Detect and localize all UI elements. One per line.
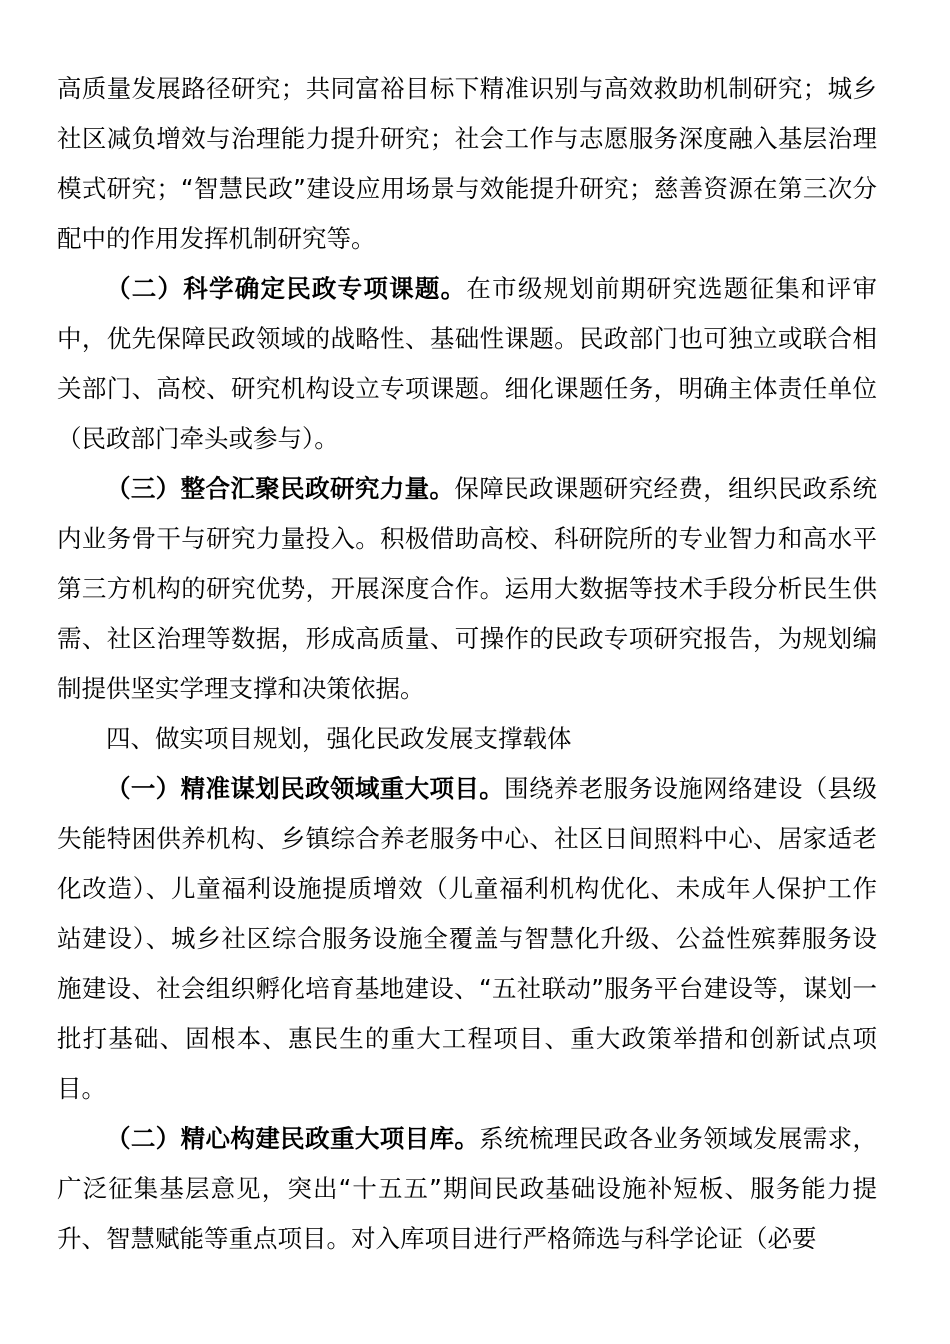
- section-heading-text: 四、做实项目规划，强化民政发展支撑载体: [106, 724, 572, 753]
- paragraph-text: 在市级规划前期研究选题征集和评审中，优先保障民政领域的战略性、基础性课题。民政部门也可独立或联合相关部门、高校、研究机构设立专项课题。细化课题任务，明确主体责任单位（民政部门牵头或参与）。: [57, 274, 878, 453]
- document-page: [57, 64, 877, 1264]
- paragraph-text: 系统梳理民政各业务领域发展需求，广泛征集基层意见，突出“十五五”期间民政基础设施补短板、服务能力提升、智慧赋能等重点项目。对入库项目进行严格筛选与科学论证（必要: [57, 1124, 877, 1253]
- paragraph-continuation: [57, 64, 877, 264]
- paragraph-lead: （二）精心构建民政重大项目库。: [106, 1124, 480, 1153]
- paragraph-research-topics: [57, 264, 877, 464]
- paragraph-research-forces: [57, 464, 877, 714]
- paragraph-project-library: [57, 1114, 877, 1264]
- paragraph-major-projects: [57, 764, 877, 1114]
- paragraph-lead: （一）精准谋划民政领域重大项目。: [106, 774, 505, 803]
- paragraph-text: 围绕养老服务设施网络建设（县级失能特困供养机构、乡镇综合养老服务中心、社区日间照料中心、居家适老化改造）、儿童福利设施提质增效（儿童福利机构优化、未成年人保护工作站建设）、城乡社区综合服务设施全覆盖与智慧化升级、公益性殡葬服务设施建设、社会组织孵化培育基地建设、“五社联动”服务平台建设等，谋划一批打基础、固根本、惠民生的重大工程项目、重大政策举措和创新试点项目。: [57, 774, 878, 1103]
- section-heading: [57, 714, 877, 764]
- paragraph-text: 高质量发展路径研究；共同富裕目标下精准识别与高效救助机制研究；城乡社区减负增效与治理能力提升研究；社会工作与志愿服务深度融入基层治理模式研究；“智慧民政”建设应用场景与效能提升研究；慈善资源在第三次分配中的作用发挥机制研究等。: [57, 74, 877, 253]
- paragraph-lead: （二）科学确定民政专项课题。: [106, 274, 467, 303]
- paragraph-lead: （三）整合汇聚民政研究力量。: [106, 474, 455, 503]
- paragraph-text: 保障民政课题研究经费，组织民政系统内业务骨干与研究力量投入。积极借助高校、科研院所的专业智力和高水平第三方机构的研究优势，开展深度合作。运用大数据等技术手段分析民生供需、社区治理等数据，形成高质量、可操作的民政专项研究报告，为规划编制提供坚实学理支撑和决策依据。: [57, 474, 878, 703]
